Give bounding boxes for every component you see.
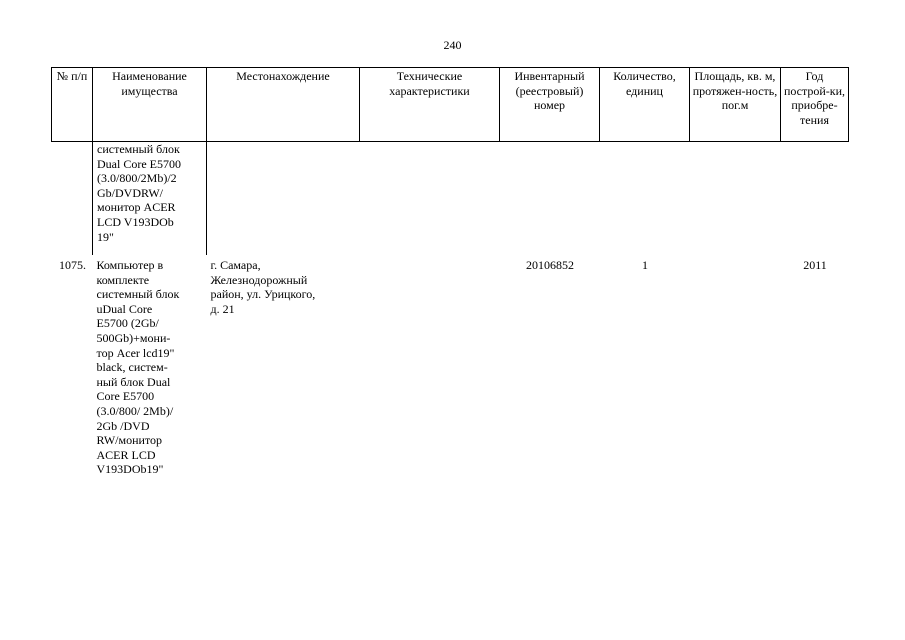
row-name-line: тор Acer lcd19" [96, 345, 175, 360]
row-location-line: район, ул. Урицкого, [210, 287, 316, 302]
row-name-line: 500Gb)+мони- [96, 330, 171, 345]
row-name-line: 2Gb /DVD [96, 418, 150, 433]
header-row [52, 68, 849, 142]
row-location-line: г. Самара, [210, 258, 261, 272]
header-tech: Технические характеристики [360, 68, 500, 142]
continuation-quantity [600, 142, 690, 256]
continuation-location [207, 142, 360, 256]
header-inventory: Инвентарный (реестровый) номер [500, 68, 600, 142]
row-location-line: Железнодорожный [210, 272, 308, 287]
row-name-line: ный блок Dual [96, 374, 171, 389]
header-quantity: Количество, единиц [600, 68, 690, 142]
row-name-line: (3.0/800/ 2Mb)/ [96, 403, 174, 418]
row-name-line: комплекте [96, 272, 150, 287]
table-row [52, 255, 849, 477]
continuation-tech [360, 142, 500, 256]
continuation-line: системный блок [97, 142, 180, 156]
row-name-line: V193DOb19" [96, 462, 164, 477]
header-area: Площадь, кв. м, протяжен-ность, пог.м [690, 68, 781, 142]
continuation-num [52, 142, 93, 256]
continuation-name [93, 142, 207, 256]
continuation-inventory [500, 142, 600, 256]
row-location [207, 255, 360, 477]
row-name-line: uDual Core [96, 301, 153, 316]
row-name-line: ACER LCD [96, 447, 156, 462]
row-name-line: системный блок [96, 287, 180, 302]
header-year: Год построй-ки, приобре-тения [781, 68, 849, 142]
row-name-line: Компьютер в [96, 258, 164, 272]
row-area [690, 255, 781, 477]
continuation-area [690, 142, 781, 256]
continuation-line: монитор ACER [97, 200, 176, 215]
continuation-line: (3.0/800/2Mb)/2 [97, 171, 177, 186]
continuation-line: LCD V193DOb [97, 214, 174, 229]
row-location-lines [211, 258, 357, 316]
row-inventory: 20106852 [526, 258, 574, 272]
header-num: № п/п [52, 68, 93, 142]
continuation-line: 19" [97, 229, 114, 244]
row-year: 2011 [803, 258, 827, 272]
continuation-lines [97, 142, 203, 255]
row-name [93, 255, 207, 477]
header-name: Наименование имущества [93, 68, 207, 142]
continuation-year [781, 142, 849, 256]
continuation-line: Gb/DVDRW/ [97, 185, 163, 200]
row-name-line: RW/монитор [96, 433, 163, 448]
row-tech [360, 255, 500, 477]
continuation-row [52, 142, 849, 256]
row-num: 1075. [59, 258, 86, 272]
row-name-line: Core E5700 [96, 389, 155, 404]
header-location: Местонахождение [207, 68, 360, 142]
property-register-table [51, 67, 849, 477]
row-name-line: black, систем- [96, 360, 168, 375]
row-name-line: E5700 (2Gb/ [96, 316, 159, 331]
continuation-line: Dual Core E5700 [97, 156, 181, 171]
row-name-lines [97, 258, 204, 477]
row-location-line: д. 21 [210, 301, 235, 316]
row-quantity: 1 [642, 258, 648, 272]
page-number: 240 [443, 38, 462, 52]
